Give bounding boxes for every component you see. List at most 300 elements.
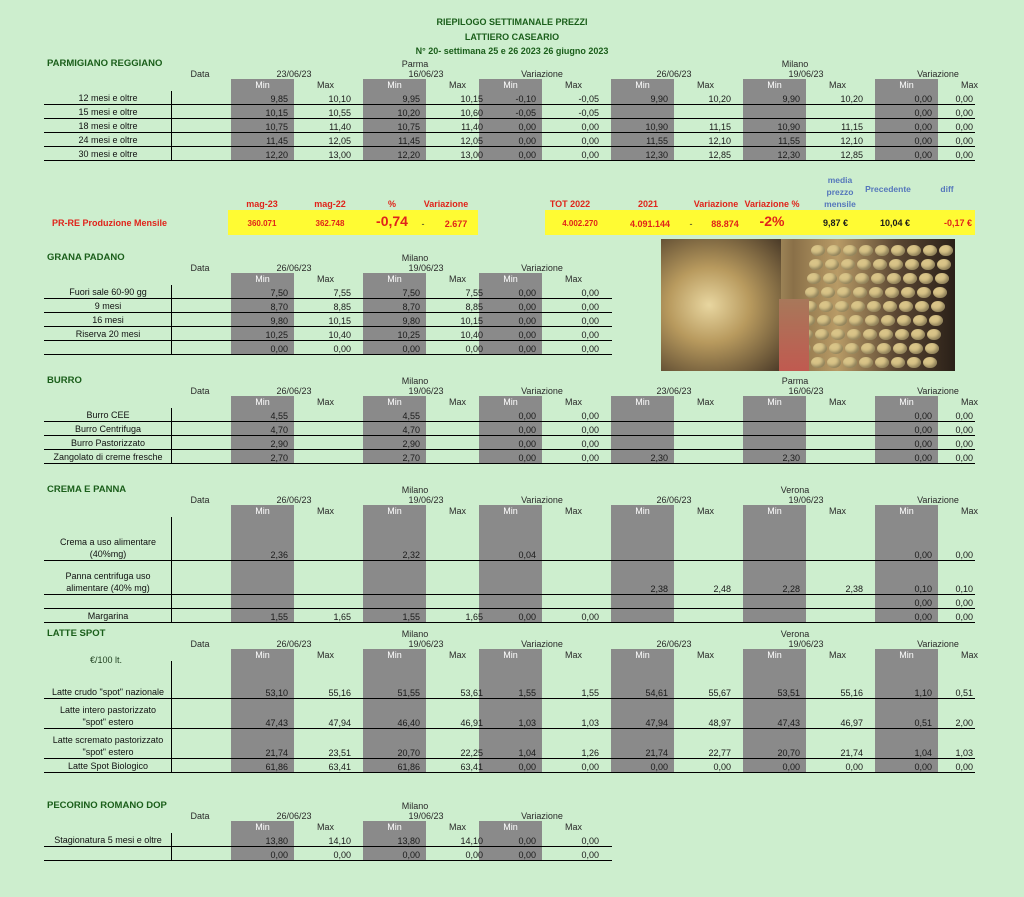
crema-cell-1-7: 2,48 — [713, 584, 731, 594]
latte-max-header-4: Max — [828, 650, 846, 660]
parm-row-label-1: 15 mesi e oltre — [78, 107, 138, 117]
prod-v-diff: -0,17 € — [943, 218, 972, 228]
latte-cell-2-4: 1,04 — [518, 748, 536, 758]
burro-cell-3-0: 2,70 — [270, 453, 288, 463]
latte-cell-1-6: 47,94 — [645, 718, 668, 728]
crema-cell-3-11: 0,00 — [955, 612, 973, 622]
parm-cell-3-10: 0,00 — [914, 136, 932, 146]
grana-data-label: Data — [190, 263, 210, 273]
crema-date-2: Variazione — [521, 495, 563, 505]
pecorino-min-header-1: Min — [387, 822, 402, 832]
crema-min-header-4: Min — [767, 506, 782, 516]
parm-row-line-3 — [44, 146, 975, 147]
latte-cell-2-6: 21,74 — [645, 748, 668, 758]
parm-cell-1-2: 10,20 — [397, 108, 420, 118]
crema-min-header-5: Min — [899, 506, 914, 516]
grana-cell-4-2: 0,00 — [402, 344, 420, 354]
parm-cell-2-10: 0,00 — [914, 122, 932, 132]
grana-cell-2-2: 9,80 — [402, 316, 420, 326]
parm-cell-2-11: 0,00 — [955, 122, 973, 132]
prod-v-prec: 10,04 € — [879, 218, 910, 228]
latte-cell-2-5: 1,26 — [581, 748, 599, 758]
latte-row-label-2-a: Latte scremato pastorizzato — [52, 735, 164, 745]
burro-min-header-3: Min — [635, 397, 650, 407]
burro-cell-3-8: 2,30 — [782, 453, 800, 463]
parm-cell-2-2: 10,75 — [397, 122, 420, 132]
parm-cell-0-8: 9,90 — [782, 94, 800, 104]
parm-cell-4-0: 12,20 — [265, 150, 288, 160]
crema-cell-0-10: 0,00 — [914, 550, 932, 560]
parm-min-col-2 — [479, 79, 542, 160]
latte-cell-3-7: 0,00 — [713, 762, 731, 772]
latte-min-header-1: Min — [387, 650, 402, 660]
grana-min-header-2: Min — [503, 274, 518, 284]
latte-unit-label: €/100 lt. — [90, 655, 123, 665]
latte-cell-3-10: 0,00 — [914, 762, 932, 772]
grana-cell-3-5: 0,00 — [581, 330, 599, 340]
burro-date-0: 26/06/23 — [276, 386, 312, 396]
grana-row-label-2: 16 mesi — [92, 315, 124, 325]
latte-cell-2-0: 21,74 — [265, 748, 288, 758]
crema-max-header-3: Max — [696, 506, 714, 516]
burro-min-header-5: Min — [899, 397, 914, 407]
latte-cell-3-0: 61,86 — [265, 762, 288, 772]
parm-cell-0-9: 10,20 — [840, 94, 863, 104]
crema-row-line-0 — [44, 560, 975, 561]
latte-cell-0-6: 54,61 — [645, 688, 668, 698]
latte-cell-3-1: 63,41 — [328, 762, 351, 772]
grana-max-header-0: Max — [316, 274, 334, 284]
parm-date-2: Variazione — [521, 69, 563, 79]
grana-cell-3-1: 10,40 — [328, 330, 351, 340]
burro-cell-1-10: 0,00 — [914, 425, 932, 435]
crema-cell-1-6: 2,38 — [650, 584, 668, 594]
crema-row-line-3 — [44, 622, 975, 623]
pecorino-cell-1-4: 0,00 — [518, 850, 536, 860]
grana-cell-3-4: 0,00 — [518, 330, 536, 340]
burro-city-2: Parma — [781, 376, 809, 386]
crema-min-header-3: Min — [635, 506, 650, 516]
crema-cell-0-2: 2,32 — [402, 550, 420, 560]
parm-cell-1-11: 0,00 — [955, 108, 973, 118]
burro-row-line-1 — [44, 435, 975, 436]
grana-row-label-3: Riserva 20 mesi — [75, 329, 141, 339]
prod-h-var: Variazione — [423, 199, 469, 209]
latte-cell-3-5: 0,00 — [581, 762, 599, 772]
burro-cell-1-11: 0,00 — [955, 425, 973, 435]
parm-cell-0-4: -0,10 — [515, 94, 536, 104]
pecorino-date-0: 26/06/23 — [276, 811, 312, 821]
grana-max-header-1: Max — [448, 274, 466, 284]
parm-row-label-3: 24 mesi e oltre — [78, 135, 138, 145]
burro-cell-0-2: 4,55 — [402, 411, 420, 421]
grana-cell-4-5: 0,00 — [581, 344, 599, 354]
grana-row-line-4 — [44, 354, 612, 355]
burro-date-4: 16/06/23 — [788, 386, 824, 396]
pecorino-date-1: 19/06/23 — [408, 811, 444, 821]
pecorino-row-label-0: Stagionatura 5 mesi e oltre — [54, 835, 162, 845]
parm-cell-3-0: 11,45 — [266, 136, 288, 146]
crema-min-col-3 — [611, 505, 674, 622]
grana-title: GRANA PADANO — [47, 252, 125, 263]
crema-cell-1-9: 2,38 — [845, 584, 863, 594]
latte-row-label-2-b: "spot" estero — [82, 747, 134, 757]
parm-max-header-5: Max — [960, 80, 978, 90]
grana-cell-4-3: 0,00 — [465, 344, 483, 354]
crema-date-3: 26/06/23 — [656, 495, 692, 505]
parm-cell-2-8: 10,90 — [777, 122, 800, 132]
parm-cell-3-3: 12,05 — [460, 136, 483, 146]
grana-cell-0-0: 7,50 — [270, 288, 288, 298]
burro-min-header-2: Min — [503, 397, 518, 407]
burro-row-line-2 — [44, 449, 975, 450]
parm-cell-0-11: 0,00 — [955, 94, 973, 104]
parm-cell-3-11: 0,00 — [955, 136, 973, 146]
burro-cell-3-4: 0,00 — [518, 453, 536, 463]
prod-v-tot: 4.002.270 — [562, 219, 598, 228]
parm-min-header-0: Min — [255, 80, 270, 90]
parm-cell-3-6: 11,55 — [646, 136, 668, 146]
prod-v-mag23: 360.071 — [247, 219, 277, 228]
pecorino-cell-1-5: 0,00 — [581, 850, 599, 860]
prod-label: PR-RE Produzione Mensile — [52, 218, 168, 228]
latte-date-1: 19/06/23 — [408, 639, 444, 649]
parm-cell-4-1: 13,00 — [328, 150, 351, 160]
latte-cell-1-0: 47,43 — [265, 718, 288, 728]
parm-cell-2-0: 10,75 — [265, 122, 288, 132]
crema-cell-2-10: 0,00 — [914, 598, 932, 608]
prod-v-2021: 4.091.144 — [629, 219, 671, 229]
burro-cell-1-2: 4,70 — [402, 425, 420, 435]
parm-cell-2-7: 11,15 — [709, 122, 731, 132]
grana-cell-2-3: 10,15 — [460, 316, 483, 326]
crema-cell-3-1: 1,65 — [333, 612, 351, 622]
burro-cell-3-5: 0,00 — [581, 453, 599, 463]
latte-cell-2-9: 21,74 — [840, 748, 863, 758]
pecorino-max-header-2: Max — [564, 822, 582, 832]
crema-cell-3-4: 0,00 — [518, 612, 536, 622]
parm-row-line-1 — [44, 118, 975, 119]
burro-row-label-3: Zangolato di creme fresche — [53, 452, 163, 462]
parm-min-header-4: Min — [767, 80, 782, 90]
latte-cell-2-10: 1,04 — [914, 748, 932, 758]
prod-h-mag23: mag-23 — [246, 199, 278, 209]
crema-cell-3-5: 0,00 — [581, 612, 599, 622]
parm-cell-2-9: 11,15 — [841, 122, 863, 132]
burro-cell-1-0: 4,70 — [270, 425, 288, 435]
latte-data-label: Data — [190, 639, 210, 649]
grana-date-1: 19/06/23 — [408, 263, 444, 273]
burro-date-5: Variazione — [917, 386, 959, 396]
parm-cell-1-10: 0,00 — [914, 108, 932, 118]
latte-row-line-2 — [44, 758, 975, 759]
prod-h-media-3: mensile — [824, 199, 856, 209]
latte-min-header-5: Min — [899, 650, 914, 660]
parm-date-5: Variazione — [917, 69, 959, 79]
burro-cell-3-2: 2,70 — [402, 453, 420, 463]
crema-cell-2-11: 0,00 — [955, 598, 973, 608]
latte-max-header-3: Max — [696, 650, 714, 660]
parm-min-header-1: Min — [387, 80, 402, 90]
latte-cell-1-1: 47,94 — [328, 718, 351, 728]
parm-max-header-1: Max — [448, 80, 466, 90]
latte-min-header-3: Min — [635, 650, 650, 660]
grana-row-label-0: Fuori sale 60-90 gg — [69, 287, 147, 297]
burro-max-header-3: Max — [696, 397, 714, 407]
pecorino-title: PECORINO ROMANO DOP — [47, 800, 167, 811]
parm-min-col-4 — [743, 79, 806, 160]
grana-min-col-0 — [231, 273, 294, 354]
prod-h-diff: diff — [940, 184, 954, 194]
pecorino-data-label: Data — [190, 811, 210, 821]
parm-min-col-3 — [611, 79, 674, 160]
grana-cell-0-4: 0,00 — [518, 288, 536, 298]
grana-cell-4-4: 0,00 — [518, 344, 536, 354]
grana-row-line-3 — [44, 340, 612, 341]
parm-cell-1-0: 10,15 — [265, 108, 288, 118]
latte-cell-2-7: 22,77 — [708, 748, 731, 758]
crema-row-label-0-a: Crema a uso alimentare — [59, 537, 157, 547]
pecorino-cell-0-0: 13,80 — [265, 836, 288, 846]
burro-cell-3-6: 2,30 — [650, 453, 668, 463]
latte-cell-3-4: 0,00 — [518, 762, 536, 772]
burro-max-header-4: Max — [828, 397, 846, 407]
crema-cell-1-10: 0,10 — [914, 584, 932, 594]
latte-max-header-0: Max — [316, 650, 334, 660]
crema-row-line-1 — [44, 594, 975, 595]
parm-cell-3-9: 12,10 — [840, 136, 863, 146]
parm-cell-4-11: 0,00 — [955, 150, 973, 160]
parm-cell-0-10: 0,00 — [914, 94, 932, 104]
parm-cell-3-7: 12,10 — [708, 136, 731, 146]
crema-max-header-2: Max — [564, 506, 582, 516]
parm-title: PARMIGIANO REGGIANO — [47, 58, 163, 69]
burro-min-header-4: Min — [767, 397, 782, 407]
grana-cell-0-3: 7,55 — [465, 288, 483, 298]
parm-city-1: Parma — [401, 59, 429, 69]
parm-cell-1-3: 10,60 — [460, 108, 483, 118]
crema-cell-3-3: 1,65 — [465, 612, 483, 622]
burro-cell-0-4: 0,00 — [518, 411, 536, 421]
latte-cell-3-3: 63,41 — [460, 762, 483, 772]
grana-cell-4-0: 0,00 — [270, 344, 288, 354]
latte-cell-0-7: 55,67 — [708, 688, 731, 698]
parm-row-label-2: 18 mesi e oltre — [78, 121, 138, 131]
burro-row-line-0 — [44, 421, 975, 422]
crema-min-col-1 — [363, 505, 426, 622]
latte-cell-1-10: 0,51 — [914, 718, 932, 728]
latte-cell-0-2: 51,55 — [397, 688, 420, 698]
parm-min-header-3: Min — [635, 80, 650, 90]
burro-cell-2-10: 0,00 — [914, 439, 932, 449]
latte-cell-1-9: 46,97 — [840, 718, 863, 728]
latte-date-2: Variazione — [521, 639, 563, 649]
parm-min-header-2: Min — [503, 80, 518, 90]
burro-row-label-2: Burro Pastorizzato — [70, 438, 146, 448]
grana-cell-4-1: 0,00 — [333, 344, 351, 354]
grana-row-label-1: 9 mesi — [94, 301, 122, 311]
grana-cell-3-0: 10,25 — [265, 330, 288, 340]
latte-city-2: Verona — [780, 629, 810, 639]
pecorino-cell-1-1: 0,00 — [333, 850, 351, 860]
pecorino-date-2: Variazione — [521, 811, 563, 821]
burro-max-header-2: Max — [564, 397, 582, 407]
latte-cell-0-1: 55,16 — [328, 688, 351, 698]
pecorino-cell-0-5: 0,00 — [581, 836, 599, 846]
burro-cell-2-0: 2,90 — [270, 439, 288, 449]
parm-min-col-0 — [231, 79, 294, 160]
burro-cell-2-2: 2,90 — [402, 439, 420, 449]
crema-cell-1-11: 0,10 — [955, 584, 973, 594]
latte-cell-1-2: 46,40 — [397, 718, 420, 728]
crema-cell-3-2: 1,55 — [402, 612, 420, 622]
latte-row-label-0: Latte crudo "spot" nazionale — [52, 687, 164, 697]
burro-cell-3-11: 0,00 — [955, 453, 973, 463]
pecorino-cell-1-2: 0,00 — [402, 850, 420, 860]
grana-cell-0-2: 7,50 — [402, 288, 420, 298]
latte-date-5: Variazione — [917, 639, 959, 649]
grana-cell-2-0: 9,80 — [270, 316, 288, 326]
pecorino-city: Milano — [401, 801, 429, 811]
latte-date-3: 26/06/23 — [656, 639, 692, 649]
parm-cell-1-5: -0,05 — [578, 108, 599, 118]
grana-cell-1-2: 8,70 — [402, 302, 420, 312]
burro-min-header-1: Min — [387, 397, 402, 407]
latte-cell-2-11: 1,03 — [955, 748, 973, 758]
burro-max-header-0: Max — [316, 397, 334, 407]
burro-cell-0-10: 0,00 — [914, 411, 932, 421]
prod-v-mag22: 362.748 — [315, 219, 345, 228]
crema-row-label-1-b: alimentare (40% mg) — [66, 583, 150, 593]
parm-max-header-4: Max — [828, 80, 846, 90]
parm-cell-0-1: 10,10 — [328, 94, 351, 104]
pecorino-max-header-1: Max — [448, 822, 466, 832]
grana-cell-1-1: 8,85 — [333, 302, 351, 312]
parm-date-3: 26/06/23 — [656, 69, 692, 79]
crema-cell-0-4: 0,04 — [518, 550, 536, 560]
crema-max-header-1: Max — [448, 506, 466, 516]
crema-min-col-2 — [479, 505, 542, 622]
latte-cell-3-9: 0,00 — [845, 762, 863, 772]
crema-min-col-4 — [743, 505, 806, 622]
latte-row-line-3 — [44, 772, 975, 773]
parm-cell-1-1: 10,55 — [328, 108, 351, 118]
burro-cell-2-11: 0,00 — [955, 439, 973, 449]
parm-max-header-0: Max — [316, 80, 334, 90]
crema-cell-3-0: 1,55 — [270, 612, 288, 622]
latte-cell-0-11: 0,51 — [955, 688, 973, 698]
pecorino-cell-0-3: 14,10 — [460, 836, 483, 846]
grana-cell-0-1: 7,55 — [333, 288, 351, 298]
burro-min-header-0: Min — [255, 397, 270, 407]
parm-cell-2-5: 0,00 — [581, 122, 599, 132]
pecorino-cell-0-2: 13,80 — [397, 836, 420, 846]
parm-date-4: 19/06/23 — [788, 69, 824, 79]
parm-cell-2-3: 11,40 — [461, 122, 483, 132]
parm-cell-3-1: 12,05 — [328, 136, 351, 146]
latte-cell-2-1: 23,51 — [328, 748, 351, 758]
latte-row-label-3: Latte Spot Biologico — [67, 761, 149, 771]
parm-cell-1-4: -0,05 — [515, 108, 536, 118]
latte-cell-2-8: 20,70 — [777, 748, 800, 758]
prod-h-var2: Variazione — [693, 199, 739, 209]
crema-min-col-0 — [231, 505, 294, 622]
burro-max-header-5: Max — [960, 397, 978, 407]
prod-h-pct: % — [387, 199, 396, 209]
grana-min-col-2 — [479, 273, 542, 354]
parm-city-2: Milano — [781, 59, 809, 69]
crema-cell-0-0: 2,36 — [270, 550, 288, 560]
parm-cell-2-4: 0,00 — [518, 122, 536, 132]
prod-v-media: 9,87 € — [822, 218, 848, 228]
burro-cell-0-11: 0,00 — [955, 411, 973, 421]
latte-cell-0-4: 1,55 — [518, 688, 536, 698]
latte-title: LATTE SPOT — [47, 628, 106, 639]
latte-max-header-2: Max — [564, 650, 582, 660]
grana-cell-2-1: 10,15 — [328, 316, 351, 326]
parm-cell-0-2: 9,95 — [402, 94, 420, 104]
burro-max-header-1: Max — [448, 397, 466, 407]
pecorino-cell-0-4: 0,00 — [518, 836, 536, 846]
crema-cell-1-8: 2,28 — [782, 584, 800, 594]
crema-city-2: Verona — [780, 485, 810, 495]
parm-cell-0-0: 9,85 — [270, 94, 288, 104]
parm-min-header-5: Min — [899, 80, 914, 90]
crema-min-header-2: Min — [503, 506, 518, 516]
report-title-3: N° 20- settimana 25 e 26 2023 26 giugno 2023 — [415, 46, 609, 56]
burro-cell-2-5: 0,00 — [581, 439, 599, 449]
crema-title: CREMA E PANNA — [47, 484, 127, 495]
prod-v-var2: 88.874 — [711, 219, 739, 229]
parm-max-header-3: Max — [696, 80, 714, 90]
pecorino-cell-1-0: 0,00 — [270, 850, 288, 860]
latte-cell-1-8: 47,43 — [777, 718, 800, 728]
crema-data-label: Data — [190, 495, 210, 505]
grana-cell-2-5: 0,00 — [581, 316, 599, 326]
burro-cell-1-5: 0,00 — [581, 425, 599, 435]
prod-v-var: 2.677 — [444, 219, 468, 229]
parm-row-line-0 — [44, 104, 975, 105]
pecorino-cell-1-3: 0,00 — [465, 850, 483, 860]
latte-cell-1-7: 48,97 — [708, 718, 731, 728]
parm-date-1: 16/06/23 — [408, 69, 444, 79]
latte-cell-0-0: 53,10 — [265, 688, 288, 698]
cheese-warehouse-photo — [661, 239, 955, 371]
latte-cell-2-2: 20,70 — [397, 748, 420, 758]
latte-max-header-5: Max — [960, 650, 978, 660]
burro-cell-3-10: 0,00 — [914, 453, 932, 463]
parm-cell-4-3: 13,00 — [460, 150, 483, 160]
parm-row-label-4: 30 mesi e oltre — [78, 149, 138, 159]
crema-date-1: 19/06/23 — [408, 495, 444, 505]
latte-cell-0-8: 53,51 — [777, 688, 800, 698]
grana-date-0: 26/06/23 — [276, 263, 312, 273]
parm-cell-4-8: 12,30 — [777, 150, 800, 160]
latte-cell-1-11: 2,00 — [955, 718, 973, 728]
prod-v-dash2: - — [689, 219, 693, 229]
latte-min-header-4: Min — [767, 650, 782, 660]
parm-data-label: Data — [190, 69, 210, 79]
parm-cell-4-10: 0,00 — [914, 150, 932, 160]
latte-cell-3-2: 61,86 — [397, 762, 420, 772]
prod-h-tot: TOT 2022 — [549, 199, 591, 209]
grana-city: Milano — [401, 253, 429, 263]
latte-cell-1-3: 46,91 — [460, 718, 483, 728]
parm-cell-3-5: 0,00 — [581, 136, 599, 146]
latte-row-label-1-a: Latte intero pastorizzato — [59, 705, 157, 715]
latte-max-header-1: Max — [448, 650, 466, 660]
latte-cell-0-5: 1,55 — [581, 688, 599, 698]
